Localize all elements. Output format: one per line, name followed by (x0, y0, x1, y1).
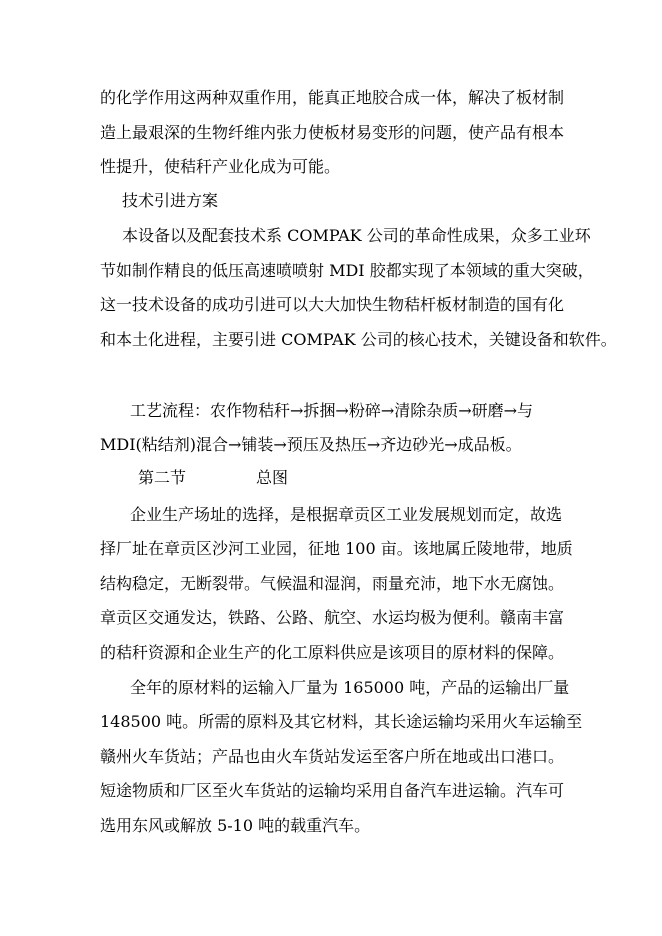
paragraph-1-line-1: 的化学作用这两种双重作用，能真正地胶合成一体，解决了板材制 (100, 88, 565, 107)
paragraph-1-line-2: 造上最艰深的生物纤维内张力使板材易变形的问题，使产品有根本 (100, 123, 565, 142)
process-line-1: 工艺流程：农作物秸秆→拆捆→粉碎→清除杂质→研磨→与 (130, 401, 534, 420)
paragraph-3-line-4: 章贡区交通发达，铁路、公路、航空、水运均极为便利。赣南丰富 (100, 608, 565, 627)
paragraph-3-line-5: 的秸秆资源和企业生产的化工原料供应是该项目的原材料的保障。 (100, 643, 565, 662)
paragraph-4-line-5: 选用东风或解放 5-10 吨的载重汽车。 (100, 816, 371, 835)
paragraph-4-line-4: 短途物质和厂区至火车货站的运输均采用自备汽车进运输。汽车可 (100, 781, 565, 800)
paragraph-4-line-1: 全年的原材料的运输入厂量为 165000 吨，产品的运输出厂量 (130, 678, 570, 697)
paragraph-3-line-3: 结构稳定，无断裂带。气候温和湿润，雨量充沛，地下水无腐蚀。 (100, 574, 565, 593)
paragraph-3-line-2: 择厂址在章贡区沙河工业园，征地 100 亩。该地属丘陵地带，地质 (100, 539, 573, 558)
heading-tech-plan: 技术引进方案 (122, 191, 219, 210)
paragraph-2-line-2: 节如制作精良的低压高速喷喷射 MDI 胶都实现了本领域的重大突破， (100, 261, 594, 280)
paragraph-2-line-3: 这一技术设备的成功引进可以大大加快生物秸杆板材制造的国有化 (100, 295, 565, 314)
paragraph-4-line-3: 赣州火车货站；产品也由火车货站发运至客户所在地或出口港口。 (100, 747, 565, 766)
paragraph-4-line-2: 148500 吨。所需的原料及其它材料，其长途运输均采用火车运输至 (100, 712, 583, 731)
paragraph-2-line-1: 本设备以及配套技术系 COMPAK 公司的革命性成果，众多工业环 (122, 226, 591, 245)
section-number: 第二节 (138, 468, 187, 487)
paragraph-3-line-1: 企业生产场址的选择，是根据章贡区工业发展规划而定，故选 (130, 505, 563, 524)
paragraph-1-line-3: 性提升，使秸秆产业化成为可能。 (100, 157, 341, 176)
process-line-2: MDI(粘结剂)混合→铺装→预压及热压→齐边砂光→成品板。 (100, 435, 522, 454)
paragraph-2-line-4: 和本土化进程，主要引进 COMPAK 公司的核心技术，关键设备和软件。 (100, 330, 617, 349)
section-title: 总图 (256, 468, 289, 487)
